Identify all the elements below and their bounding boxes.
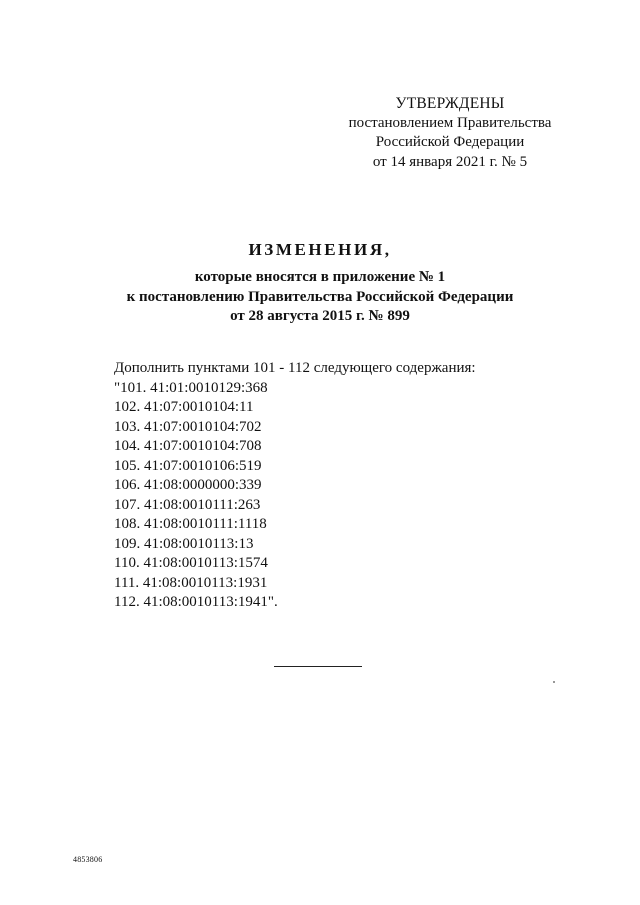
list-item: 103. 41:07:0010104:702 (114, 418, 262, 435)
list-item: 110. 41:08:0010113:1574 (114, 555, 268, 571)
approval-title: УТВЕРЖДЕНЫ (395, 95, 505, 112)
list-item: 106. 41:08:0000000:339 (114, 477, 262, 493)
list-item: 108. 41:08:0010111:1118 (114, 516, 267, 532)
list-item: 109. 41:08:0010113:13 (114, 535, 254, 552)
document-code: 4853806 (73, 855, 103, 864)
list-item: 112. 41:08:0010113:1941". (114, 594, 278, 610)
approval-line-3: от 14 января 2021 г. № 5 (372, 153, 528, 170)
approval-line-2: Российской Федерации (375, 134, 525, 150)
end-separator-line (274, 666, 362, 667)
document-heading (60, 240, 580, 327)
heading-line-3: от 28 августа 2015 г. № 899 (230, 308, 410, 324)
approval-stamp (340, 94, 560, 172)
list-item: 102. 41:07:0010104:11 (114, 399, 254, 415)
list-item: 111. 41:08:0010113:1931 (114, 574, 268, 591)
heading-line-1: которые вносятся в приложение № 1 (194, 269, 446, 285)
heading-line-2: к постановлению Правительства Российской Федерации (126, 288, 514, 305)
document-title: ИЗМЕНЕНИЯ, (248, 240, 392, 259)
list-item: "101. 41:01:0010129:368 (114, 379, 268, 396)
list-item: 107. 41:08:0010111:263 (114, 496, 261, 513)
body-intro: Дополнить пунктами 101 - 112 следующего содержания: (114, 360, 476, 376)
list-item: 105. 41:07:0010106:519 (114, 457, 262, 474)
scan-speck (553, 681, 555, 683)
approval-line-1: постановлением Правительства (348, 114, 552, 131)
list-item: 104. 41:07:0010104:708 (114, 438, 262, 454)
document-body (114, 359, 534, 613)
